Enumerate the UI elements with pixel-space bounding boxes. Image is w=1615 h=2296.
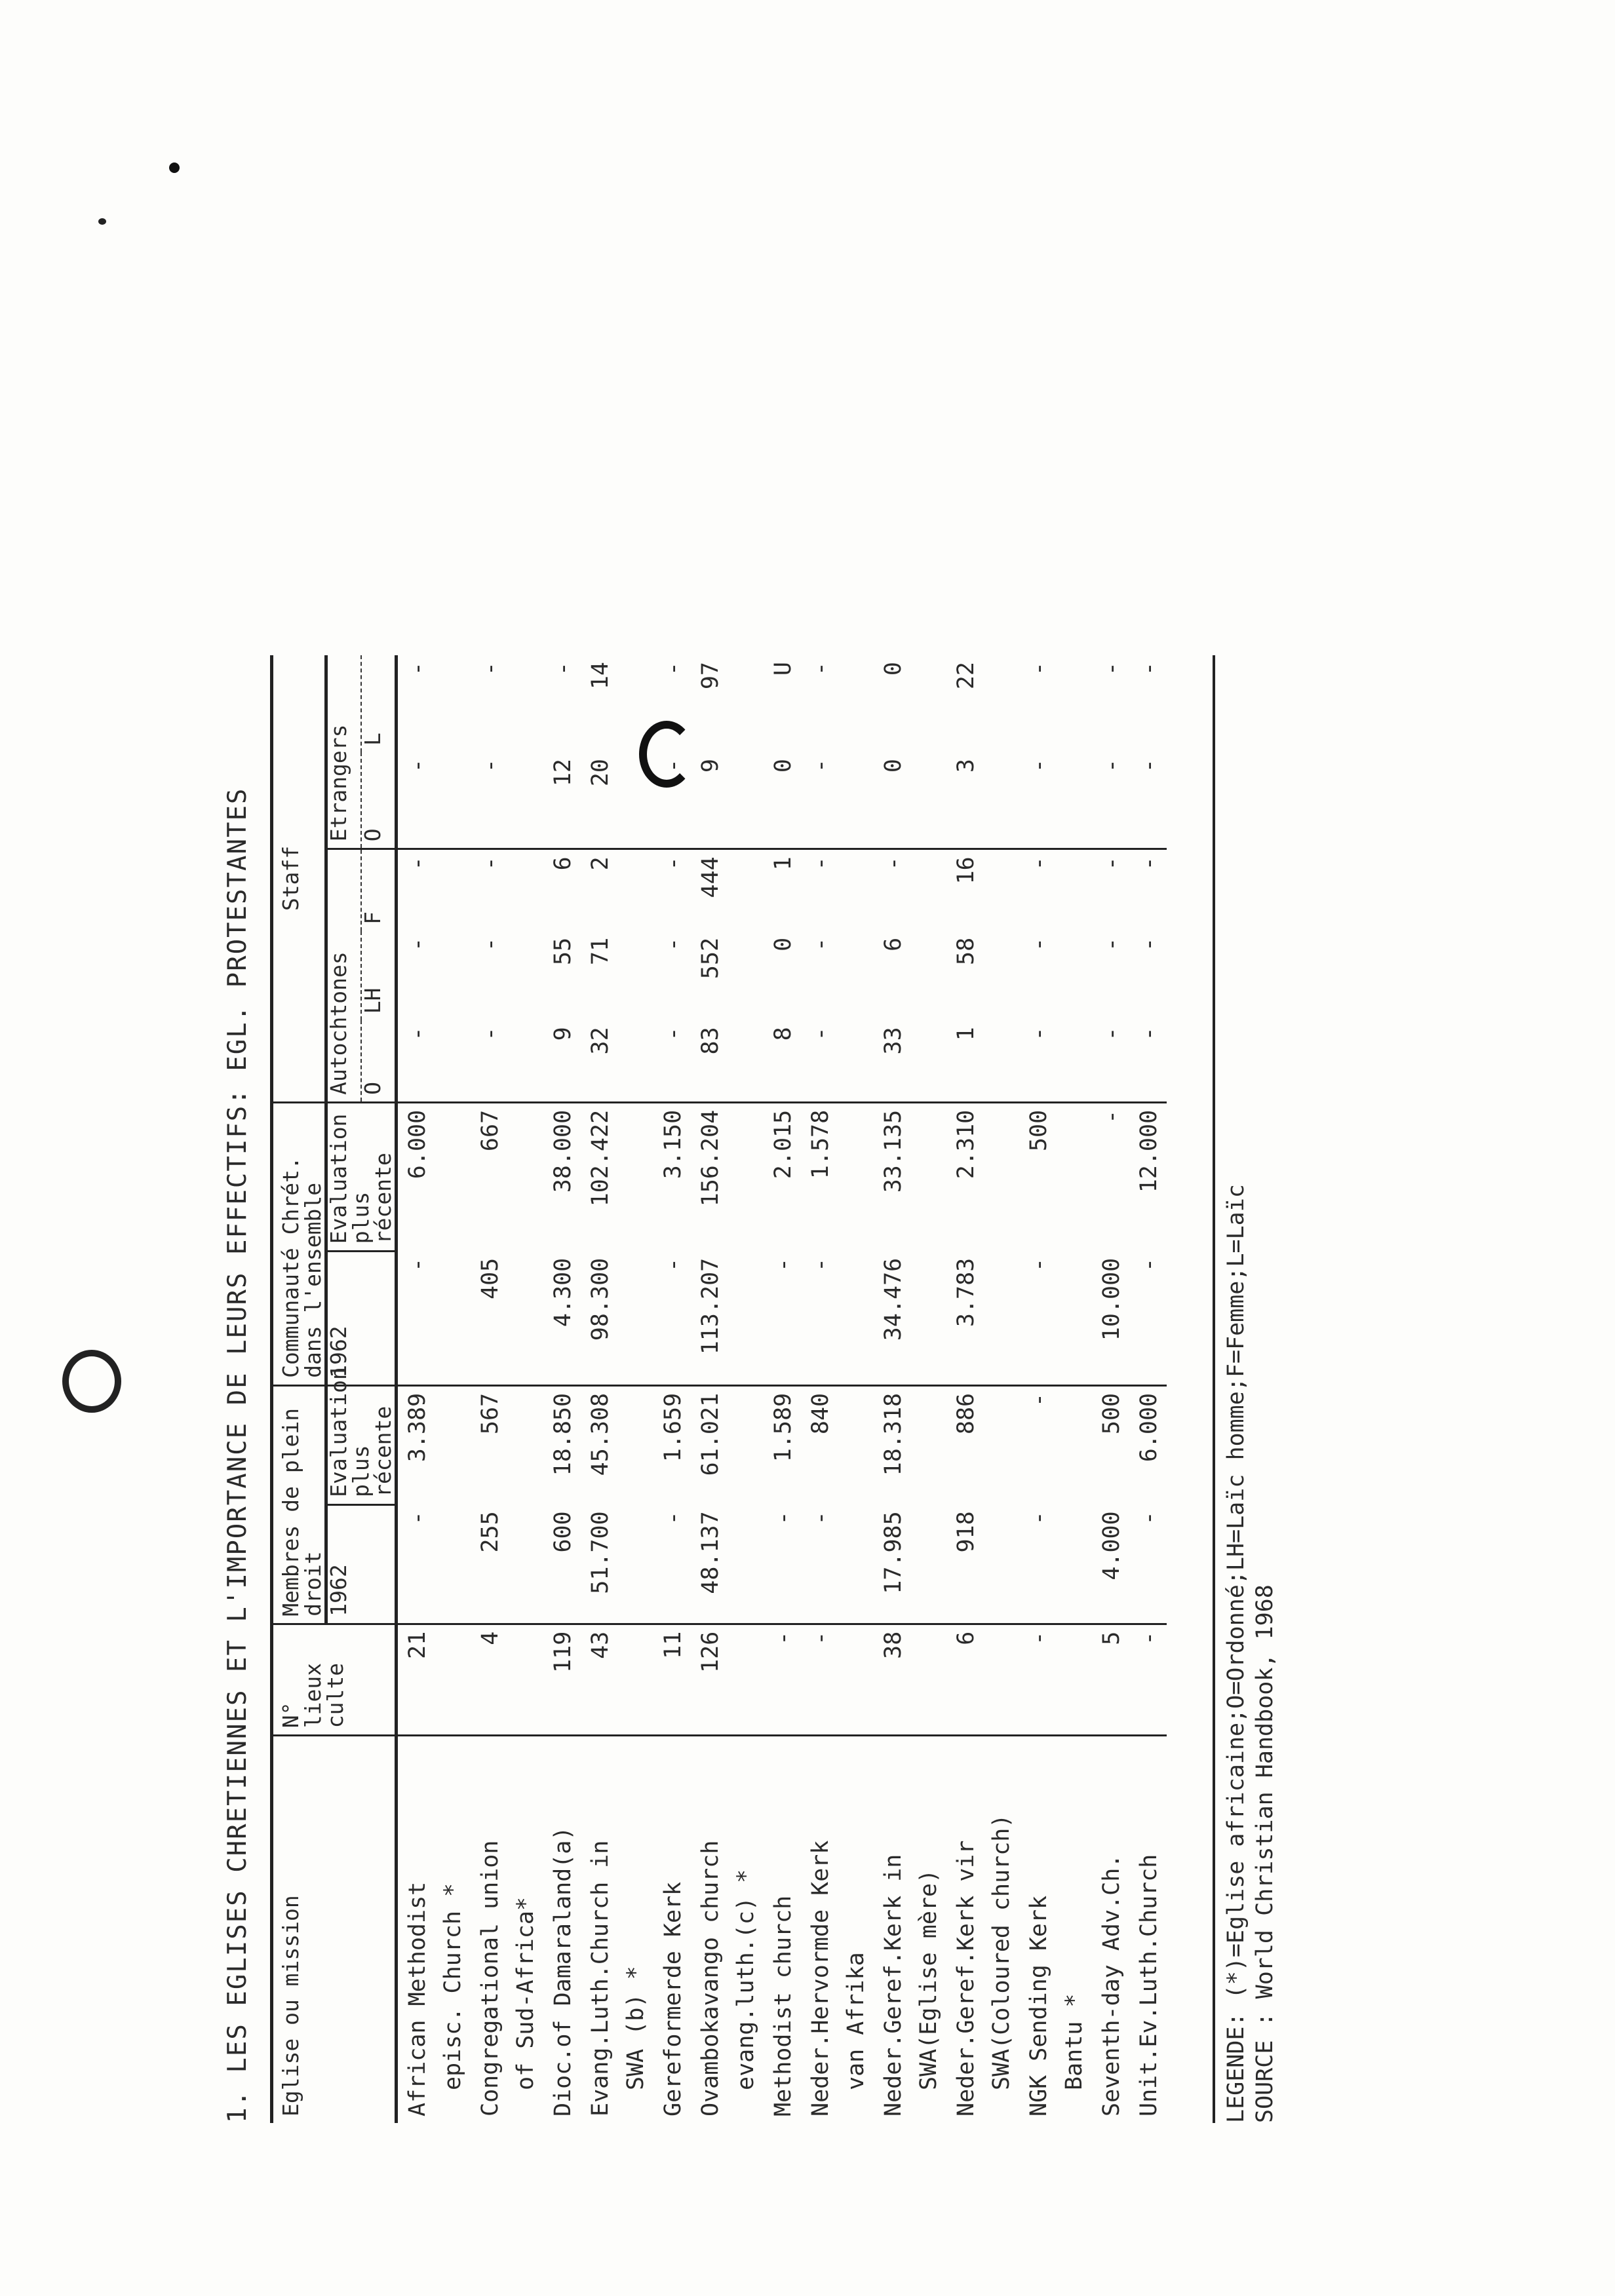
table-row bbox=[581, 655, 653, 2123]
table-row bbox=[1092, 655, 1129, 2123]
legend-text: LEGENDE: (*)=Eglise africaine;O=Ordonné;LH=Laïc homme;F=Femme;L=Laïc bbox=[1223, 1184, 1249, 2123]
church-name-line2: episc. Church * bbox=[440, 1883, 466, 2090]
header-membres-1962: 1962 bbox=[326, 1504, 397, 1624]
church-name-line2: SWA(Eglise mère) bbox=[916, 1869, 942, 2090]
cell-eo: 9 bbox=[691, 752, 764, 849]
cell-el: - bbox=[1099, 662, 1125, 676]
cell-crec: 1.578 bbox=[808, 1109, 834, 1179]
cell-af: - bbox=[808, 856, 834, 871]
cell-m1962: 918 bbox=[946, 1504, 1019, 1624]
header-auto-f: F bbox=[361, 849, 397, 931]
cell-ao: - bbox=[801, 1020, 874, 1102]
cell-lieux: 5 bbox=[1092, 1624, 1129, 1736]
cell-ao: 9 bbox=[543, 1020, 581, 1102]
cell-el: - bbox=[477, 662, 503, 676]
cell-mrec: 500 bbox=[1099, 1392, 1125, 1435]
cell-alh: - bbox=[1136, 937, 1162, 951]
cell-mrec: - bbox=[1026, 1392, 1052, 1407]
church-name bbox=[653, 1736, 691, 2123]
church-name-line1: Unit.Ev.Luth.Church bbox=[1136, 1854, 1162, 2116]
cell-alh: 0 bbox=[770, 937, 796, 951]
cell-m1962: 51.700 bbox=[581, 1504, 653, 1624]
church-name-line1: Congregational union bbox=[477, 1840, 503, 2116]
cell-m1962: 48.137 bbox=[691, 1504, 764, 1624]
church-name-line1: African Methodist bbox=[404, 1881, 431, 2116]
cell-el: - bbox=[1136, 662, 1162, 676]
church-name-line1: Methodist church bbox=[770, 1895, 796, 2116]
church-name-line2: of Sud-Africa* bbox=[513, 1896, 539, 2090]
cell-crec: 38.000 bbox=[550, 1109, 576, 1193]
header-communaute: Communauté Chrét. dans l'ensemble bbox=[272, 1102, 326, 1385]
cell-lieux: 11 bbox=[653, 1624, 691, 1736]
cell-c1962: 4.300 bbox=[543, 1252, 581, 1386]
cell-c1962: 113.207 bbox=[691, 1252, 764, 1386]
cell-el: 22 bbox=[953, 662, 979, 690]
cell-af: 1 bbox=[770, 856, 796, 871]
church-name-line1: Evang.Luth.Church in bbox=[587, 1840, 613, 2116]
cell-m1962: - bbox=[1019, 1504, 1092, 1624]
cell-c1962: - bbox=[801, 1252, 874, 1386]
cell-m1962: 17.985 bbox=[874, 1504, 946, 1624]
church-name-line2: evang.luth.(c) * bbox=[733, 1869, 759, 2090]
cell-alh: - bbox=[1099, 937, 1125, 951]
cell-alh: 55 bbox=[550, 937, 576, 965]
cell-eo: - bbox=[397, 752, 471, 849]
cell-eo: - bbox=[471, 752, 543, 849]
cell-m1962: - bbox=[397, 1504, 471, 1624]
cell-crec: - bbox=[1099, 1109, 1125, 1124]
table-row bbox=[653, 655, 691, 2123]
cell-lieux: 126 bbox=[691, 1624, 764, 1736]
cell-ao: - bbox=[1019, 1020, 1092, 1102]
church-name bbox=[543, 1736, 581, 2123]
cell-eo: - bbox=[1092, 752, 1129, 849]
cell-ao: - bbox=[1092, 1020, 1129, 1102]
cell-alh: 552 bbox=[697, 937, 724, 980]
cell-el: - bbox=[550, 662, 576, 676]
table-row bbox=[1129, 655, 1167, 2123]
church-name bbox=[471, 1736, 543, 2123]
church-name-line2: SWA(Coloured church) bbox=[988, 1814, 1015, 2090]
cell-alh: - bbox=[477, 937, 503, 951]
cell-ao: 33 bbox=[874, 1020, 946, 1102]
cell-m1962: 4.000 bbox=[1092, 1504, 1129, 1624]
cell-mrec: 567 bbox=[477, 1392, 503, 1435]
church-name-line1: Ovambokavango church bbox=[697, 1840, 724, 2116]
cell-el: 0 bbox=[880, 662, 906, 676]
church-name bbox=[1019, 1736, 1092, 2123]
church-name bbox=[764, 1736, 801, 2123]
cell-crec: 2.015 bbox=[770, 1109, 796, 1179]
church-name bbox=[1092, 1736, 1129, 2123]
cell-crec: 667 bbox=[477, 1109, 503, 1152]
header-communaute-1962: 1962 bbox=[326, 1252, 397, 1386]
cell-mrec: 1.659 bbox=[660, 1392, 686, 1463]
cell-lieux: 4 bbox=[471, 1624, 543, 1736]
cell-mrec: 61.021 bbox=[697, 1392, 724, 1476]
cell-crec: 156.204 bbox=[697, 1109, 724, 1207]
source-text: SOURCE : World Christian Handbook, 1968 bbox=[1252, 1584, 1278, 2123]
cell-crec: 500 bbox=[1026, 1109, 1052, 1152]
header-auto-lh: LH bbox=[361, 931, 397, 1020]
cell-m1962: - bbox=[653, 1504, 691, 1624]
header-membres: Membres de plein droit bbox=[272, 1385, 326, 1624]
cell-af: - bbox=[404, 856, 431, 871]
cell-el: - bbox=[808, 662, 834, 676]
cell-m1962: 255 bbox=[471, 1504, 543, 1624]
cell-c1962: - bbox=[1019, 1252, 1092, 1386]
church-name-line2: van Afrika bbox=[843, 1952, 869, 2090]
cell-af: - bbox=[660, 856, 686, 871]
cell-eo: - bbox=[1019, 752, 1092, 849]
cell-ao: - bbox=[471, 1020, 543, 1102]
cell-crec: 2.310 bbox=[953, 1109, 979, 1179]
cell-mrec: 840 bbox=[808, 1392, 834, 1435]
cell-c1962: 405 bbox=[471, 1252, 543, 1386]
cell-c1962: 98.300 bbox=[581, 1252, 653, 1386]
cell-af: 444 bbox=[697, 856, 724, 898]
table-row bbox=[801, 655, 874, 2123]
cell-crec: 12.000 bbox=[1136, 1109, 1162, 1193]
cell-ao: 32 bbox=[581, 1020, 653, 1102]
church-name-line1: Seventh-day Adv.Ch. bbox=[1099, 1854, 1125, 2116]
cell-mrec: 886 bbox=[953, 1392, 979, 1435]
cell-crec: 33.135 bbox=[880, 1109, 906, 1193]
cell-c1962: 34.476 bbox=[874, 1252, 946, 1386]
cell-m1962: 600 bbox=[543, 1504, 581, 1624]
cell-alh: 71 bbox=[587, 937, 613, 965]
cell-mrec: 6.000 bbox=[1136, 1392, 1162, 1463]
legend-block bbox=[1213, 655, 1279, 2123]
cell-ao: - bbox=[653, 1020, 691, 1102]
cell-ao: 1 bbox=[946, 1020, 1019, 1102]
cell-ao: - bbox=[397, 1020, 471, 1102]
cell-af: 16 bbox=[953, 856, 979, 885]
cell-af: 6 bbox=[550, 856, 576, 871]
header-staff: Staff bbox=[272, 655, 326, 1102]
church-name-line1: Gereformerde Kerk bbox=[660, 1881, 686, 2116]
church-name-line1: Dioc.of Damaraland(a) bbox=[550, 1826, 576, 2116]
church-name bbox=[874, 1736, 946, 2123]
cell-c1962: 3.783 bbox=[946, 1252, 1019, 1386]
church-name-line1: Neder.Geref.Kerk in bbox=[880, 1854, 906, 2116]
cell-lieux: - bbox=[801, 1624, 874, 1736]
church-name-line2: Bantu * bbox=[1061, 1993, 1087, 2090]
cell-m1962: - bbox=[801, 1504, 874, 1624]
cell-af: 2 bbox=[587, 856, 613, 871]
cell-crec: 102.422 bbox=[587, 1109, 613, 1207]
cell-el: U bbox=[770, 662, 796, 676]
church-name-line1: Neder.Geref.Kerk vir bbox=[953, 1840, 979, 2116]
cell-eo: 20 bbox=[581, 752, 653, 849]
church-name-line1: Neder.Hervormde Kerk bbox=[808, 1840, 834, 2116]
cell-lieux: 6 bbox=[946, 1624, 1019, 1736]
church-name-line1: NGK Sending Kerk bbox=[1026, 1895, 1052, 2116]
cell-lieux: 119 bbox=[543, 1624, 581, 1736]
cell-af: - bbox=[880, 856, 906, 871]
church-name-line2: SWA (b) * bbox=[623, 1966, 649, 2090]
church-name bbox=[691, 1736, 764, 2123]
cell-lieux: 43 bbox=[581, 1624, 653, 1736]
cell-alh: 6 bbox=[880, 937, 906, 951]
header-etr-l: L bbox=[361, 655, 397, 752]
rotated-page bbox=[223, 236, 1298, 2123]
header-lieux: N° lieux culte bbox=[272, 1624, 397, 1736]
header-etr-o: O bbox=[361, 752, 397, 849]
table-row bbox=[764, 655, 801, 2123]
table-row bbox=[946, 655, 1019, 2123]
cell-eo: 0 bbox=[764, 752, 801, 849]
cell-af: - bbox=[1136, 856, 1162, 871]
cell-af: - bbox=[1099, 856, 1125, 871]
cell-ao: - bbox=[1129, 1020, 1167, 1102]
cell-alh: - bbox=[1026, 937, 1052, 951]
churches-table bbox=[270, 655, 1167, 2123]
cell-c1962: 10.000 bbox=[1092, 1252, 1129, 1386]
cell-lieux: - bbox=[764, 1624, 801, 1736]
cell-mrec: 45.308 bbox=[587, 1392, 613, 1476]
cell-crec: 6.000 bbox=[404, 1109, 431, 1179]
cell-alh: - bbox=[808, 937, 834, 951]
cell-af: - bbox=[1026, 856, 1052, 871]
cell-c1962: - bbox=[653, 1252, 691, 1386]
header-communaute-recent: Evaluation plus récente bbox=[326, 1102, 397, 1251]
ink-speck bbox=[98, 218, 106, 225]
church-name bbox=[397, 1736, 471, 2123]
cell-el: 97 bbox=[697, 662, 724, 690]
cell-el: - bbox=[404, 662, 431, 676]
cell-alh: 58 bbox=[953, 937, 979, 965]
table-row bbox=[874, 655, 946, 2123]
page-title: 1. LES EGLISES CHRETIENNES ET L'IMPORTANCE DE LEURS EFFECTIFS: EGL. PROTESTANTES bbox=[223, 787, 252, 2123]
cell-eo: - bbox=[801, 752, 874, 849]
cell-mrec: 3.389 bbox=[404, 1392, 431, 1463]
cell-alh: - bbox=[660, 937, 686, 951]
church-name bbox=[1129, 1736, 1167, 2123]
table-row bbox=[397, 655, 471, 2123]
table-row bbox=[691, 655, 764, 2123]
cell-eo: - bbox=[653, 752, 691, 849]
cell-eo: 12 bbox=[543, 752, 581, 849]
header-auto-o: O bbox=[361, 1020, 397, 1102]
cell-af: - bbox=[477, 856, 503, 871]
cell-alh: - bbox=[404, 937, 431, 951]
cell-el: - bbox=[1026, 662, 1052, 676]
cell-ao: 83 bbox=[691, 1020, 764, 1102]
header-membres-recent: Evaluation plus récente bbox=[326, 1385, 397, 1504]
church-name bbox=[801, 1736, 874, 2123]
header-autochtones: Autochtones bbox=[326, 849, 362, 1103]
cell-el: 14 bbox=[587, 662, 613, 690]
cell-ao: 8 bbox=[764, 1020, 801, 1102]
church-name bbox=[581, 1736, 653, 2123]
church-name bbox=[946, 1736, 1019, 2123]
cell-m1962: - bbox=[1129, 1504, 1167, 1624]
cell-lieux: 38 bbox=[874, 1624, 946, 1736]
cell-c1962: - bbox=[764, 1252, 801, 1386]
table-row bbox=[543, 655, 581, 2123]
table-row bbox=[471, 655, 543, 2123]
cell-c1962: - bbox=[1129, 1252, 1167, 1386]
cell-c1962: - bbox=[397, 1252, 471, 1386]
cell-lieux: - bbox=[1019, 1624, 1092, 1736]
table-row bbox=[1019, 655, 1092, 2123]
header-etrangers: Etrangers bbox=[326, 655, 362, 849]
header-eglise: Eglise ou mission bbox=[278, 1895, 303, 2116]
cell-mrec: 18.318 bbox=[880, 1392, 906, 1476]
cell-mrec: 18.850 bbox=[550, 1392, 576, 1476]
ink-dot bbox=[169, 163, 180, 173]
cell-crec: 3.150 bbox=[660, 1109, 686, 1179]
cell-lieux: 21 bbox=[397, 1624, 471, 1736]
table-body bbox=[397, 655, 1167, 2123]
punch-hole-bottom bbox=[62, 1350, 121, 1413]
cell-eo: 3 bbox=[946, 752, 1019, 849]
cell-el: - bbox=[660, 662, 686, 676]
cell-m1962: - bbox=[764, 1504, 801, 1624]
cell-eo: - bbox=[1129, 752, 1167, 849]
cell-mrec: 1.589 bbox=[770, 1392, 796, 1463]
cell-lieux: - bbox=[1129, 1624, 1167, 1736]
cell-eo: 0 bbox=[874, 752, 946, 849]
